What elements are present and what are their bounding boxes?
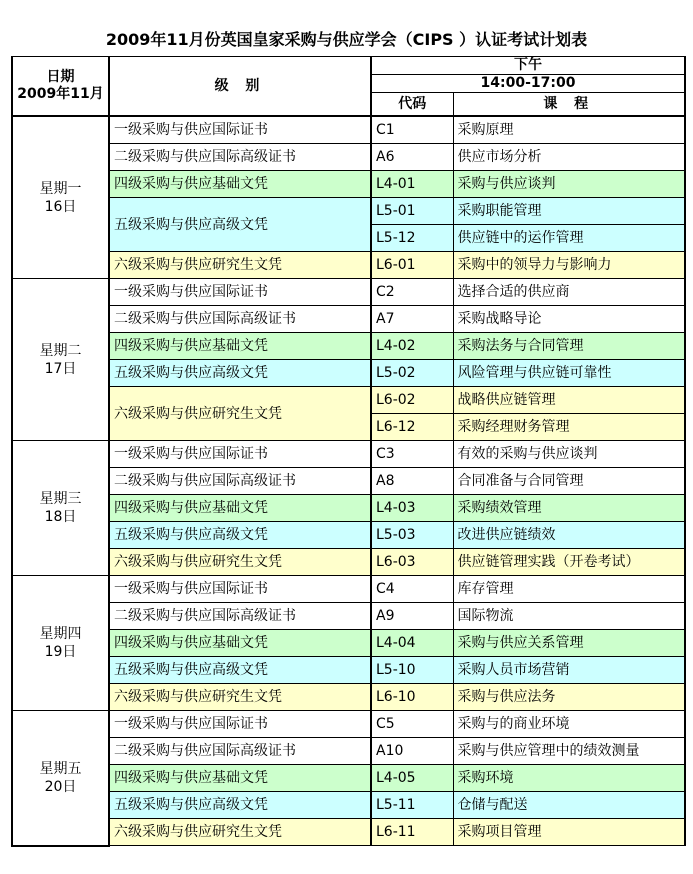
code-cell: A7 (371, 306, 453, 333)
course-cell: 有效的采购与供应谈判 (453, 441, 685, 468)
code-cell: L4-05 (371, 765, 453, 792)
header-date-line2: 2009年11月 (17, 86, 104, 102)
course-cell: 采购与供应关系管理 (453, 630, 685, 657)
level-cell: 四级采购与供应基础文凭 (109, 333, 371, 360)
header-pm-time: 14:00-17:00 (371, 75, 685, 93)
page-title: 2009年11月份英国皇家采购与供应学会（CIPS ）认证考试计划表 (105, 30, 588, 49)
code-cell: A9 (371, 603, 453, 630)
course-cell: 供应市场分析 (453, 144, 685, 171)
code-cell: L5-02 (371, 360, 453, 387)
day-date-label: 16日 (44, 198, 77, 215)
course-cell: 供应链中的运作管理 (453, 225, 685, 252)
course-cell: 采购绩效管理 (453, 495, 685, 522)
level-cell: 二级采购与供应国际高级证书 (109, 603, 371, 630)
course-cell: 采购与供应管理中的绩效测量 (453, 738, 685, 765)
course-cell: 合同准备与合同管理 (453, 468, 685, 495)
level-cell: 一级采购与供应国际证书 (109, 576, 371, 603)
table-row (12, 171, 685, 198)
code-cell: L5-10 (371, 657, 453, 684)
level-cell: 一级采购与供应国际证书 (109, 116, 371, 144)
code-cell: C3 (371, 441, 453, 468)
level-cell: 六级采购与供应研究生文凭 (109, 819, 371, 846)
level-cell: 五级采购与供应高级文凭 (109, 792, 371, 819)
code-cell: L4-02 (371, 333, 453, 360)
day-cell (12, 279, 109, 441)
header-pm-label: 下午 (371, 57, 685, 75)
table-row (12, 495, 685, 522)
code-cell: L4-04 (371, 630, 453, 657)
header-level: 级 别 (109, 57, 371, 117)
day-cell (12, 441, 109, 576)
level-cell: 二级采购与供应国际高级证书 (109, 468, 371, 495)
code-cell: A10 (371, 738, 453, 765)
course-cell: 改进供应链绩效 (453, 522, 685, 549)
code-cell: C1 (371, 116, 453, 144)
table-row (12, 144, 685, 171)
weekday-label: 星期三 (39, 491, 82, 507)
table-row (12, 657, 685, 684)
table-row (12, 603, 685, 630)
code-cell: L5-01 (371, 198, 453, 225)
table-row (12, 792, 685, 819)
course-cell: 战略供应链管理 (453, 387, 685, 414)
table-row (12, 549, 685, 576)
exam-schedule-table (11, 56, 686, 847)
code-cell: L6-02 (371, 387, 453, 414)
table-row (12, 252, 685, 279)
day-cell (12, 576, 109, 711)
course-cell: 采购项目管理 (453, 819, 685, 846)
code-cell: L4-03 (371, 495, 453, 522)
level-cell: 二级采购与供应国际高级证书 (109, 738, 371, 765)
code-cell: A6 (371, 144, 453, 171)
code-cell: C2 (371, 279, 453, 306)
level-cell: 六级采购与供应研究生文凭 (109, 252, 371, 279)
table-row (12, 819, 685, 846)
level-cell: 六级采购与供应研究生文凭 (109, 387, 371, 441)
level-cell: 五级采购与供应高级文凭 (109, 657, 371, 684)
level-cell: 二级采购与供应国际高级证书 (109, 306, 371, 333)
weekday-label: 星期四 (39, 626, 82, 642)
table-row (12, 441, 685, 468)
course-cell: 采购战略导论 (453, 306, 685, 333)
course-cell: 国际物流 (453, 603, 685, 630)
code-cell: L5-03 (371, 522, 453, 549)
header-row (12, 57, 685, 75)
level-cell: 五级采购与供应高级文凭 (109, 360, 371, 387)
header-date-line1: 日期 (46, 69, 75, 85)
course-cell: 采购与的商业环境 (453, 711, 685, 738)
course-cell: 采购经理财务管理 (453, 414, 685, 441)
table-row (12, 765, 685, 792)
table-row (12, 360, 685, 387)
table-row (12, 576, 685, 603)
course-cell: 仓储与配送 (453, 792, 685, 819)
table-row (12, 711, 685, 738)
course-cell: 风险管理与供应链可靠性 (453, 360, 685, 387)
level-cell: 一级采购与供应国际证书 (109, 279, 371, 306)
schedule-body (12, 116, 685, 846)
code-cell: L6-01 (371, 252, 453, 279)
course-cell: 采购与供应谈判 (453, 171, 685, 198)
table-row (12, 387, 685, 414)
level-cell: 四级采购与供应基础文凭 (109, 630, 371, 657)
level-cell: 一级采购与供应国际证书 (109, 441, 371, 468)
course-cell: 采购原理 (453, 116, 685, 144)
course-cell: 库存管理 (453, 576, 685, 603)
level-cell: 四级采购与供应基础文凭 (109, 495, 371, 522)
level-cell: 五级采购与供应高级文凭 (109, 198, 371, 252)
weekday-label: 星期二 (39, 342, 82, 359)
table-row (12, 279, 685, 306)
level-cell: 四级采购与供应基础文凭 (109, 171, 371, 198)
table-row (12, 522, 685, 549)
course-cell: 采购法务与合同管理 (453, 333, 685, 360)
code-cell: L4-01 (371, 171, 453, 198)
course-cell: 采购与供应法务 (453, 684, 685, 711)
day-cell (12, 711, 109, 846)
table-row (12, 738, 685, 765)
level-cell: 一级采购与供应国际证书 (109, 711, 371, 738)
table-row (12, 198, 685, 225)
table-row (12, 306, 685, 333)
weekday-label: 星期一 (39, 180, 82, 197)
level-cell: 二级采购与供应国际高级证书 (109, 144, 371, 171)
level-cell: 六级采购与供应研究生文凭 (109, 549, 371, 576)
table-row (12, 333, 685, 360)
course-cell: 采购职能管理 (453, 198, 685, 225)
level-cell: 五级采购与供应高级文凭 (109, 522, 371, 549)
course-cell: 采购中的领导力与影响力 (453, 252, 685, 279)
header-date (12, 57, 109, 117)
course-cell: 采购人员市场营销 (453, 657, 685, 684)
code-cell: C4 (371, 576, 453, 603)
table-row (12, 630, 685, 657)
code-cell: A8 (371, 468, 453, 495)
day-date-label: 17日 (44, 360, 77, 377)
table-row (12, 684, 685, 711)
day-date-label: 20日 (44, 778, 77, 795)
day-date-label: 18日 (44, 509, 77, 525)
course-cell: 供应链管理实践（开卷考试） (453, 549, 685, 576)
level-cell: 六级采购与供应研究生文凭 (109, 684, 371, 711)
header-course: 课 程 (453, 93, 685, 117)
level-cell: 四级采购与供应基础文凭 (109, 765, 371, 792)
code-cell: L6-12 (371, 414, 453, 441)
weekday-label: 星期五 (39, 760, 82, 777)
table-row (12, 116, 685, 144)
code-cell: L5-11 (371, 792, 453, 819)
header-code: 代码 (371, 93, 453, 117)
code-cell: L6-10 (371, 684, 453, 711)
code-cell: L6-11 (371, 819, 453, 846)
code-cell: L5-12 (371, 225, 453, 252)
code-cell: L6-03 (371, 549, 453, 576)
course-cell: 选择合适的供应商 (453, 279, 685, 306)
day-date-label: 19日 (44, 644, 77, 660)
day-cell (12, 116, 109, 279)
code-cell: C5 (371, 711, 453, 738)
course-cell: 采购环境 (453, 765, 685, 792)
table-row (12, 468, 685, 495)
